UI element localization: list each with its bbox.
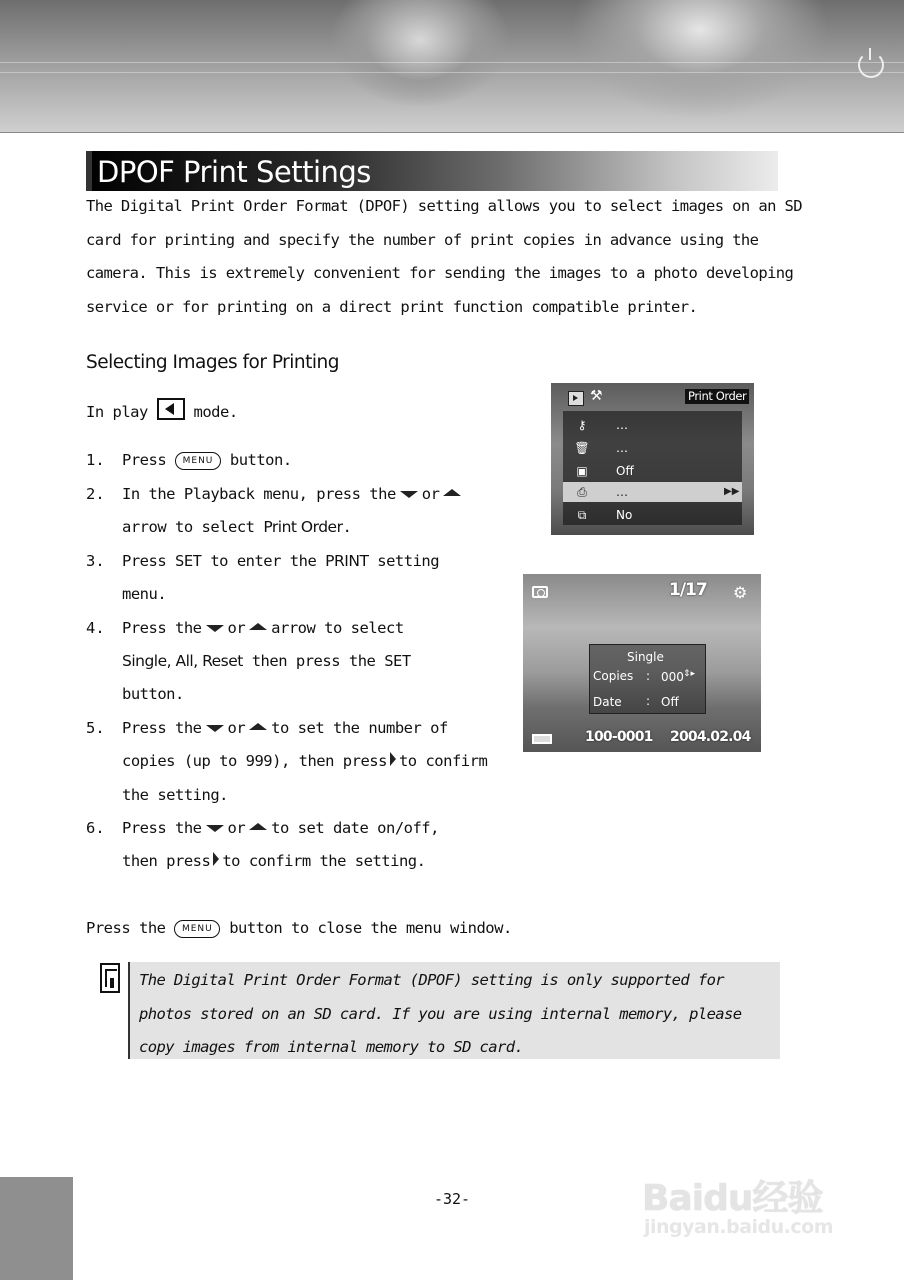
power-icon [858, 52, 884, 78]
down-arrow-icon [206, 825, 224, 832]
copies-value: 000 [661, 670, 684, 684]
play-icon [157, 398, 185, 420]
step-4-cont: button. [122, 685, 184, 703]
step-4-cont: Single, All, Reset then press the SET [122, 652, 411, 670]
step-number: 5. [86, 719, 105, 737]
down-arrow-icon [400, 491, 418, 498]
image-date: 2004.02.04 [670, 729, 751, 745]
settings-icon: ⚙ [733, 583, 748, 602]
up-arrow-icon [249, 723, 267, 730]
up-arrow-icon [249, 623, 267, 630]
step-number: 6. [86, 819, 105, 837]
file-number: 100-0001 [585, 729, 653, 745]
step-3: Press SET to enter the PRINT setting [122, 552, 440, 570]
copy-icon: ⧉ [577, 508, 587, 522]
menu-panel [563, 411, 742, 525]
date-label: Date [593, 695, 622, 709]
step-5: Press the or to set the number of [122, 719, 448, 737]
step-6-cont: then press to confirm the setting. [122, 852, 426, 870]
wrench-icon: ⚒ [590, 388, 603, 404]
section-heading: Selecting Images for Printing [86, 352, 340, 373]
menu-row-slideshow: ▣ Off [563, 461, 742, 481]
step-5-cont: the setting. [122, 786, 228, 804]
page-title: DPOF Print Settings [97, 155, 371, 189]
step-4: Press the or arrow to select [122, 619, 404, 637]
step-3-cont: menu. [122, 585, 167, 603]
menu-key-icon: MENU [175, 452, 221, 470]
step-number: 4. [86, 619, 105, 637]
watermark-logo: Baidu经验 [642, 1178, 823, 1219]
step-number: 1. [86, 451, 105, 469]
note-icon [100, 963, 120, 993]
adjust-arrows-icon: ⇕▸ [683, 669, 696, 679]
slideshow-icon: ▣ [576, 464, 588, 478]
down-arrow-icon [206, 725, 224, 732]
copies-label: Copies [593, 669, 634, 683]
trash-icon: 🗑 [574, 441, 590, 455]
camera-icon [532, 586, 548, 598]
playback-tab-icon [568, 391, 584, 406]
intro-paragraph: The Digital Print Order Format (DPOF) setting allows you to select images on an SD card for printing and specify the number of print copies in advance using the camera. This is extremely convenient for sending the images to a photo developing service or for printing on a direct print function compatible printer. [86, 197, 803, 316]
date-value: Off [661, 695, 679, 709]
step-2-cont: arrow to select Print Order. [122, 518, 352, 536]
watermark-url: jingyan.baidu.com [644, 1216, 833, 1238]
down-arrow-icon [206, 625, 224, 632]
fast-forward-icon: ▶▶ [724, 486, 740, 497]
step-5-cont: copies (up to 999), then press to confirm [122, 752, 488, 770]
step-number: 3. [86, 552, 105, 570]
right-arrow-icon [213, 852, 219, 866]
page-number: -32- [433, 1190, 471, 1208]
battery-icon [532, 734, 552, 744]
menu-header: Print Order [685, 389, 749, 404]
image-counter: 1/17 [669, 580, 707, 600]
note-text: The Digital Print Order Format (DPOF) setting is only supported for photos stored on an SD card. If you are using internal memory, please copy images from internal memory to SD card. [139, 971, 742, 1056]
step-2: In the Playback menu, press the or [122, 478, 465, 512]
step-6: Press the or to set date on/off, [122, 819, 439, 837]
header-banner [0, 0, 904, 133]
step-number: 2. [86, 485, 105, 503]
print-dialog: Single Copies : 000 ⇕▸ Date : Off [589, 644, 706, 714]
camera-screen-print-order-menu [551, 383, 754, 535]
dialog-title: Single [627, 650, 664, 664]
menu-key-icon: MENU [174, 920, 220, 938]
key-icon: ⚷ [577, 418, 587, 432]
up-arrow-icon [443, 489, 461, 496]
right-arrow-icon [390, 752, 396, 766]
printer-icon: ⎙ [577, 485, 587, 499]
banner-line [0, 62, 904, 63]
close-instruction: Press the MENU button to close the menu window. [86, 919, 512, 937]
menu-row-delete: 🗑 … [563, 438, 742, 458]
menu-row-print-order: ⎙ … ▶▶ [563, 482, 742, 502]
banner-line [0, 72, 904, 73]
up-arrow-icon [249, 823, 267, 830]
step-1: Press MENU button. [122, 451, 292, 469]
play-mode-line: In play mode. [86, 396, 238, 430]
camera-screen-print-dialog [523, 574, 761, 752]
menu-row-protect: ⚷ … [563, 415, 742, 435]
menu-row-copy: ⧉ No [563, 505, 742, 525]
